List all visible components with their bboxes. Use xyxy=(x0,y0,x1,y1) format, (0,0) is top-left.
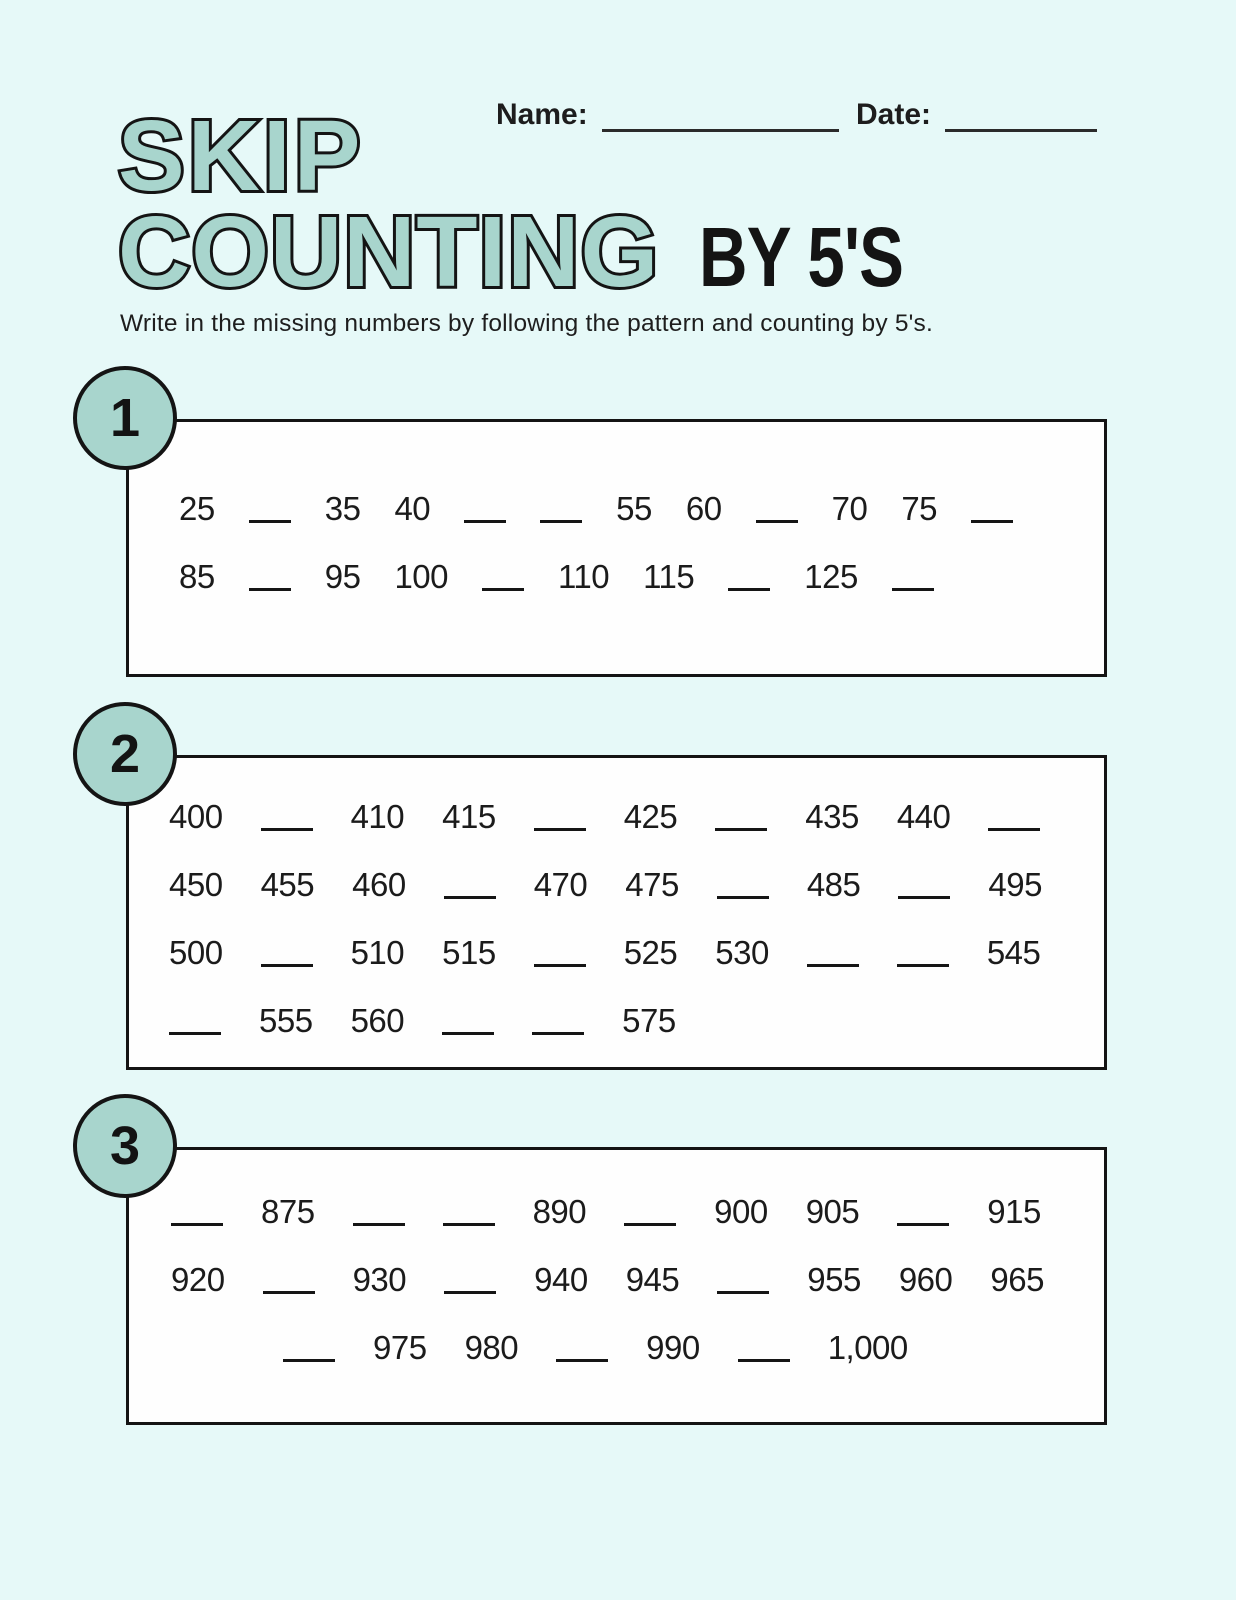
number-cell: 940 xyxy=(534,1261,588,1298)
number-cell: 525 xyxy=(623,934,678,971)
number-cell: 110 xyxy=(558,558,610,595)
number-cell: 545 xyxy=(986,934,1041,971)
number-cell: 25 xyxy=(179,490,215,527)
number-cell: 955 xyxy=(807,1261,861,1298)
number-row xyxy=(169,868,1104,902)
missing-number-blank xyxy=(717,892,769,899)
number-cell: 905 xyxy=(805,1193,860,1230)
missing-number-blank xyxy=(171,1219,223,1226)
number-cell: 435 xyxy=(805,798,859,835)
number-rows xyxy=(129,758,1104,1038)
number-cell: 900 xyxy=(714,1193,768,1230)
number-cell: 95 xyxy=(324,558,361,595)
number-row xyxy=(283,1331,1104,1365)
number-cell: 125 xyxy=(804,558,858,595)
missing-number-blank xyxy=(756,516,798,523)
missing-number-blank xyxy=(556,1355,608,1362)
instruction-text: Write in the missing numbers by following the pattern and counting by 5's. xyxy=(120,310,933,337)
missing-number-blank xyxy=(897,960,949,967)
date-write-line xyxy=(945,103,1097,132)
number-cell: 400 xyxy=(169,798,223,835)
name-label: Name: xyxy=(496,98,588,131)
number-cell: 890 xyxy=(532,1193,587,1230)
number-cell: 515 xyxy=(442,934,496,971)
number-cell: 460 xyxy=(352,866,406,903)
number-cell: 1,000 xyxy=(827,1329,908,1366)
number-cell: 40 xyxy=(394,490,431,527)
missing-number-blank xyxy=(464,516,506,523)
missing-number-blank xyxy=(624,1219,676,1226)
missing-number-blank xyxy=(807,960,859,967)
problem-box-3 xyxy=(109,1116,1107,1425)
number-cell: 55 xyxy=(616,490,652,527)
number-cell: 415 xyxy=(442,798,496,835)
date-label: Date: xyxy=(856,98,932,131)
number-cell: 930 xyxy=(352,1261,407,1298)
problem-number-badge xyxy=(73,702,177,806)
problem-number: 3 xyxy=(109,1116,141,1176)
missing-number-blank xyxy=(261,824,313,831)
missing-number-blank xyxy=(249,516,291,523)
problem-number-badge xyxy=(73,1094,177,1198)
number-row xyxy=(171,1195,1104,1229)
number-cell: 960 xyxy=(898,1261,953,1298)
name-field xyxy=(496,98,839,132)
page-title-line2 xyxy=(118,196,955,308)
number-cell: 575 xyxy=(622,1002,676,1039)
number-cell: 35 xyxy=(324,490,361,527)
missing-number-blank xyxy=(444,892,496,899)
number-cell: 425 xyxy=(623,798,678,835)
missing-number-blank xyxy=(261,960,313,967)
number-cell: 945 xyxy=(625,1261,680,1298)
missing-number-blank xyxy=(540,516,582,523)
number-cell: 975 xyxy=(373,1329,427,1366)
missing-number-blank xyxy=(534,960,586,967)
missing-number-blank xyxy=(534,824,586,831)
number-cell: 470 xyxy=(533,866,588,903)
number-cell: 560 xyxy=(350,1002,405,1039)
missing-number-blank xyxy=(898,892,950,899)
number-cell: 530 xyxy=(715,934,769,971)
number-cell: 990 xyxy=(646,1329,700,1366)
number-cell: 455 xyxy=(260,866,315,903)
page-title-line1: SKIP xyxy=(118,100,364,212)
date-field xyxy=(856,98,1097,132)
missing-number-blank xyxy=(283,1355,335,1362)
missing-number-blank xyxy=(442,1028,494,1035)
number-row xyxy=(179,560,1104,594)
number-rows xyxy=(129,1150,1104,1365)
number-row xyxy=(179,492,1104,526)
missing-number-blank xyxy=(263,1287,315,1294)
number-cell: 510 xyxy=(350,934,405,971)
missing-number-blank xyxy=(249,584,291,591)
number-row xyxy=(169,800,1104,834)
missing-number-blank xyxy=(532,1028,584,1035)
missing-number-blank xyxy=(892,584,934,591)
number-cell: 915 xyxy=(987,1193,1041,1230)
number-cell: 410 xyxy=(350,798,405,835)
page-title-suffix: BY 5'S xyxy=(699,210,904,304)
missing-number-blank xyxy=(443,1219,495,1226)
problem-number: 1 xyxy=(109,388,141,448)
number-cell: 485 xyxy=(806,866,861,903)
number-cell: 920 xyxy=(171,1261,225,1298)
missing-number-blank xyxy=(728,584,770,591)
number-cell: 440 xyxy=(896,798,951,835)
number-cell: 85 xyxy=(179,558,215,595)
number-cell: 450 xyxy=(169,866,223,903)
number-cell: 100 xyxy=(394,558,448,595)
number-cell: 475 xyxy=(625,866,679,903)
page-title-counting: COUNTING xyxy=(118,196,660,308)
missing-number-blank xyxy=(353,1219,405,1226)
problem-number-badge xyxy=(73,366,177,470)
number-cell: 75 xyxy=(901,490,938,527)
number-row xyxy=(169,1004,1104,1038)
number-cell: 555 xyxy=(259,1002,313,1039)
missing-number-blank xyxy=(738,1355,790,1362)
problem-box-1 xyxy=(109,388,1107,677)
missing-number-blank xyxy=(482,584,524,591)
number-cell: 60 xyxy=(685,490,722,527)
missing-number-blank xyxy=(988,824,1040,831)
number-row xyxy=(171,1263,1104,1297)
missing-number-blank xyxy=(971,516,1013,523)
number-rows xyxy=(129,422,1104,594)
missing-number-blank xyxy=(897,1219,949,1226)
number-row xyxy=(169,936,1104,970)
problem-box-2 xyxy=(109,724,1107,1070)
missing-number-blank xyxy=(717,1287,769,1294)
number-cell: 70 xyxy=(831,490,868,527)
missing-number-blank xyxy=(169,1028,221,1035)
number-cell: 495 xyxy=(988,866,1042,903)
name-write-line xyxy=(602,103,839,132)
problem-number: 2 xyxy=(109,724,141,784)
number-cell: 875 xyxy=(261,1193,315,1230)
number-cell: 980 xyxy=(464,1329,519,1366)
missing-number-blank xyxy=(444,1287,496,1294)
number-cell: 965 xyxy=(990,1261,1044,1298)
number-cell: 500 xyxy=(169,934,223,971)
number-cell: 115 xyxy=(643,558,695,595)
missing-number-blank xyxy=(715,824,767,831)
